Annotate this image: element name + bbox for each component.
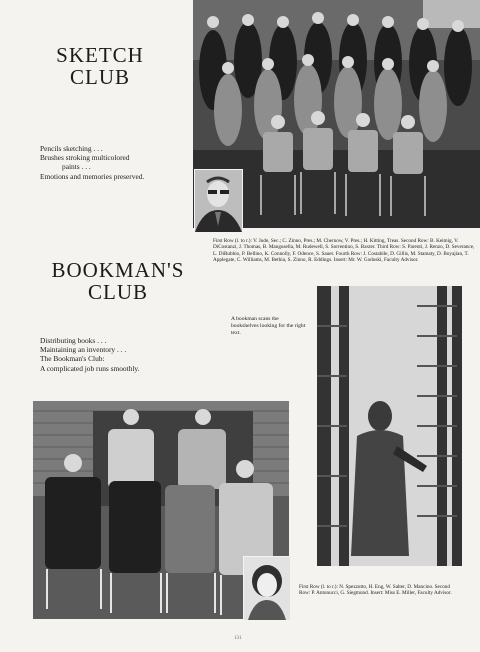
bookmans-club-advisor-insert-photo xyxy=(243,556,291,621)
sketch-club-title xyxy=(30,44,170,88)
bookman-poem-line: Maintaining an inventory . . . xyxy=(40,345,127,355)
bookman-poem-line: Distributing books . . . xyxy=(40,336,107,345)
sketch-club-caption: First Row (l. to r.): V. Jude, Sec.; C. Zinno, Pres.; M. Chernow, V. Pres.; H. Kitting, Treas. Second Row: B. Keimig, V. DiCostanzi, J. Thomas, B. Mangusella, M. Rudewell, S. Sorrentino, S. Baxter. Third Row: S. Parenti, J. Renzo, D. Severance, L. DiRubbio, P. Bellino, K. Connolly, F. Odence, S. Sauer. Fourth Row: J. Costabile, D. Gillis, M. Stamaty, D. Boyajian, T. Applegate, C. Williams, M. Bethia, S. Zinno, R. Eddings. Insert: Mr. W. Godoski, Faculty Advisor. xyxy=(213,238,475,264)
sketch-poem-line: Brushes stroking multicolored xyxy=(40,153,130,163)
sketch-club-title-line2: CLUB xyxy=(69,65,130,90)
sketch-poem-line: Emotions and memories preserved. xyxy=(40,171,145,181)
bookman-poem-line: The Bookman's Club: xyxy=(40,354,105,364)
sketch-club-poem xyxy=(40,144,144,181)
bookman-poem-line: A complicated job runs smoothly. xyxy=(40,363,140,373)
sketch-club-title-line1: SKETCH xyxy=(56,43,144,67)
bookmans-club-poem xyxy=(40,336,140,373)
bookmans-club-title xyxy=(28,259,208,303)
bookmans-club-title-line2: CLUB xyxy=(87,280,148,305)
page-number: 131 xyxy=(234,636,242,641)
sketch-club-advisor-insert-photo xyxy=(194,169,243,233)
bookmans-club-title-line1: BOOKMAN'S xyxy=(51,258,185,282)
bookshelf-photo xyxy=(317,286,462,566)
bookmans-club-caption: First Row (l. to r.): N. Spezzutto, H. Eng, W. Salter, D. Mancino. Second Row: P. Antonucci, G. Siegmund. Insert: Miss E. Miller, Faculty Advisor. xyxy=(299,584,452,597)
sketch-poem-line: paints . . . xyxy=(62,162,91,172)
bookman-scan-caption: A bookman scans the bookshelves looking for the right text. xyxy=(231,316,306,336)
sketch-poem-line: Pencils sketching . . . xyxy=(40,144,103,153)
